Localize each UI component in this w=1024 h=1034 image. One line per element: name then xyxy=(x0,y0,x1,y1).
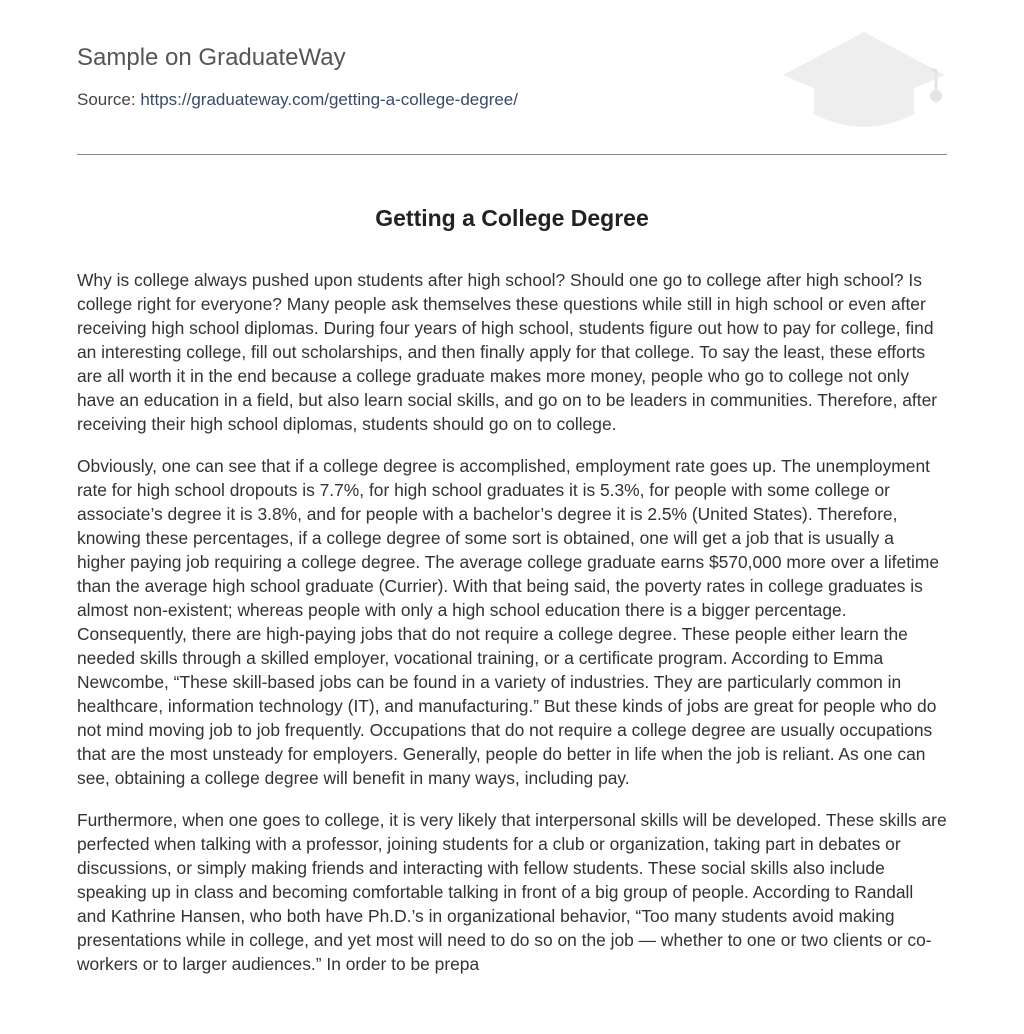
essay-title: Getting a College Degree xyxy=(375,205,649,231)
graduation-cap-icon xyxy=(781,30,947,134)
source-label: Source: xyxy=(77,90,141,109)
essay-paragraph: Why is college always pushed upon students after high school? Should one go to college after high school? Is college right for everyone? Many people ask themselves these questions while still in high school or even after receiving high school diplomas. During four years of high school, students figure out how to pay for college, find an interesting college, fill out scholarships, and then finally apply for that college. To say the least, these efforts are all worth it in the end because a college graduate makes more money, people who go to college not only have an education in a field, but also learn social skills, and go on to be leaders in communities. Therefore, after receiving their high school diplomas, students should go on to college. xyxy=(77,270,938,434)
header-divider xyxy=(77,154,947,155)
essay-body xyxy=(77,268,947,994)
site-title: Sample on GraduateWay xyxy=(77,44,346,71)
essay-paragraph: Obviously, one can see that if a college degree is accomplished, employment rate goes up. The unemployment rate for high school dropouts is 7.7%, for high school graduates it is 5.3%, for people with some college or associate’s degree it is 3.8%, and for people with a bachelor’s degree it is 2.5% (United States). Therefore, knowing these percentages, if a college degree of some sort is obtained, one will get a job that is usually a higher paying job requiring a college degree. The average college graduate earns $570,000 more over a lifetime than the average high school graduate (Currier). With that being said, the poverty rates in college graduates is almost non-existent; whereas people with only a high school education there is a bigger percentage. Consequently, there are high-paying jobs that do not require a college degree. These people either learn the needed skills through a skilled employer, vocational training, or a certificate program. According to Emma Newcombe, “These skill-based jobs can be found in a variety of industries. They are particularly common in healthcare, information technology (IT), and manufacturing.” But these kinds of jobs are great for people who do not mind moving job to job frequently. Occupations that do not require a college degree are usually occupations that are the most unsteady for employers. Generally, people do better in life when the job is reliant. As one can see, obtaining a college degree will benefit in many ways, including pay. xyxy=(77,456,940,788)
source-link[interactable]: https://graduateway.com/getting-a-college-degree/ xyxy=(140,90,518,109)
source-line xyxy=(77,90,518,110)
essay-paragraph: Furthermore, when one goes to college, it is very likely that interpersonal skills will be developed. These skills are perfected when talking with a professor, joining students for a club or organization, taking part in debates or discussions, or simply making friends and interacting with fellow students. These social skills also include speaking up in class and becoming comfortable talking in front of a big group of people. According to Randall and Kathrine Hansen, who both have Ph.D.’s in organizational behavior, “Too many students avoid making presentations while in college, and yet most will need to do so on the job — whether to one or two clients or co-workers or to larger audiences.” In order to be prepa xyxy=(77,810,947,974)
